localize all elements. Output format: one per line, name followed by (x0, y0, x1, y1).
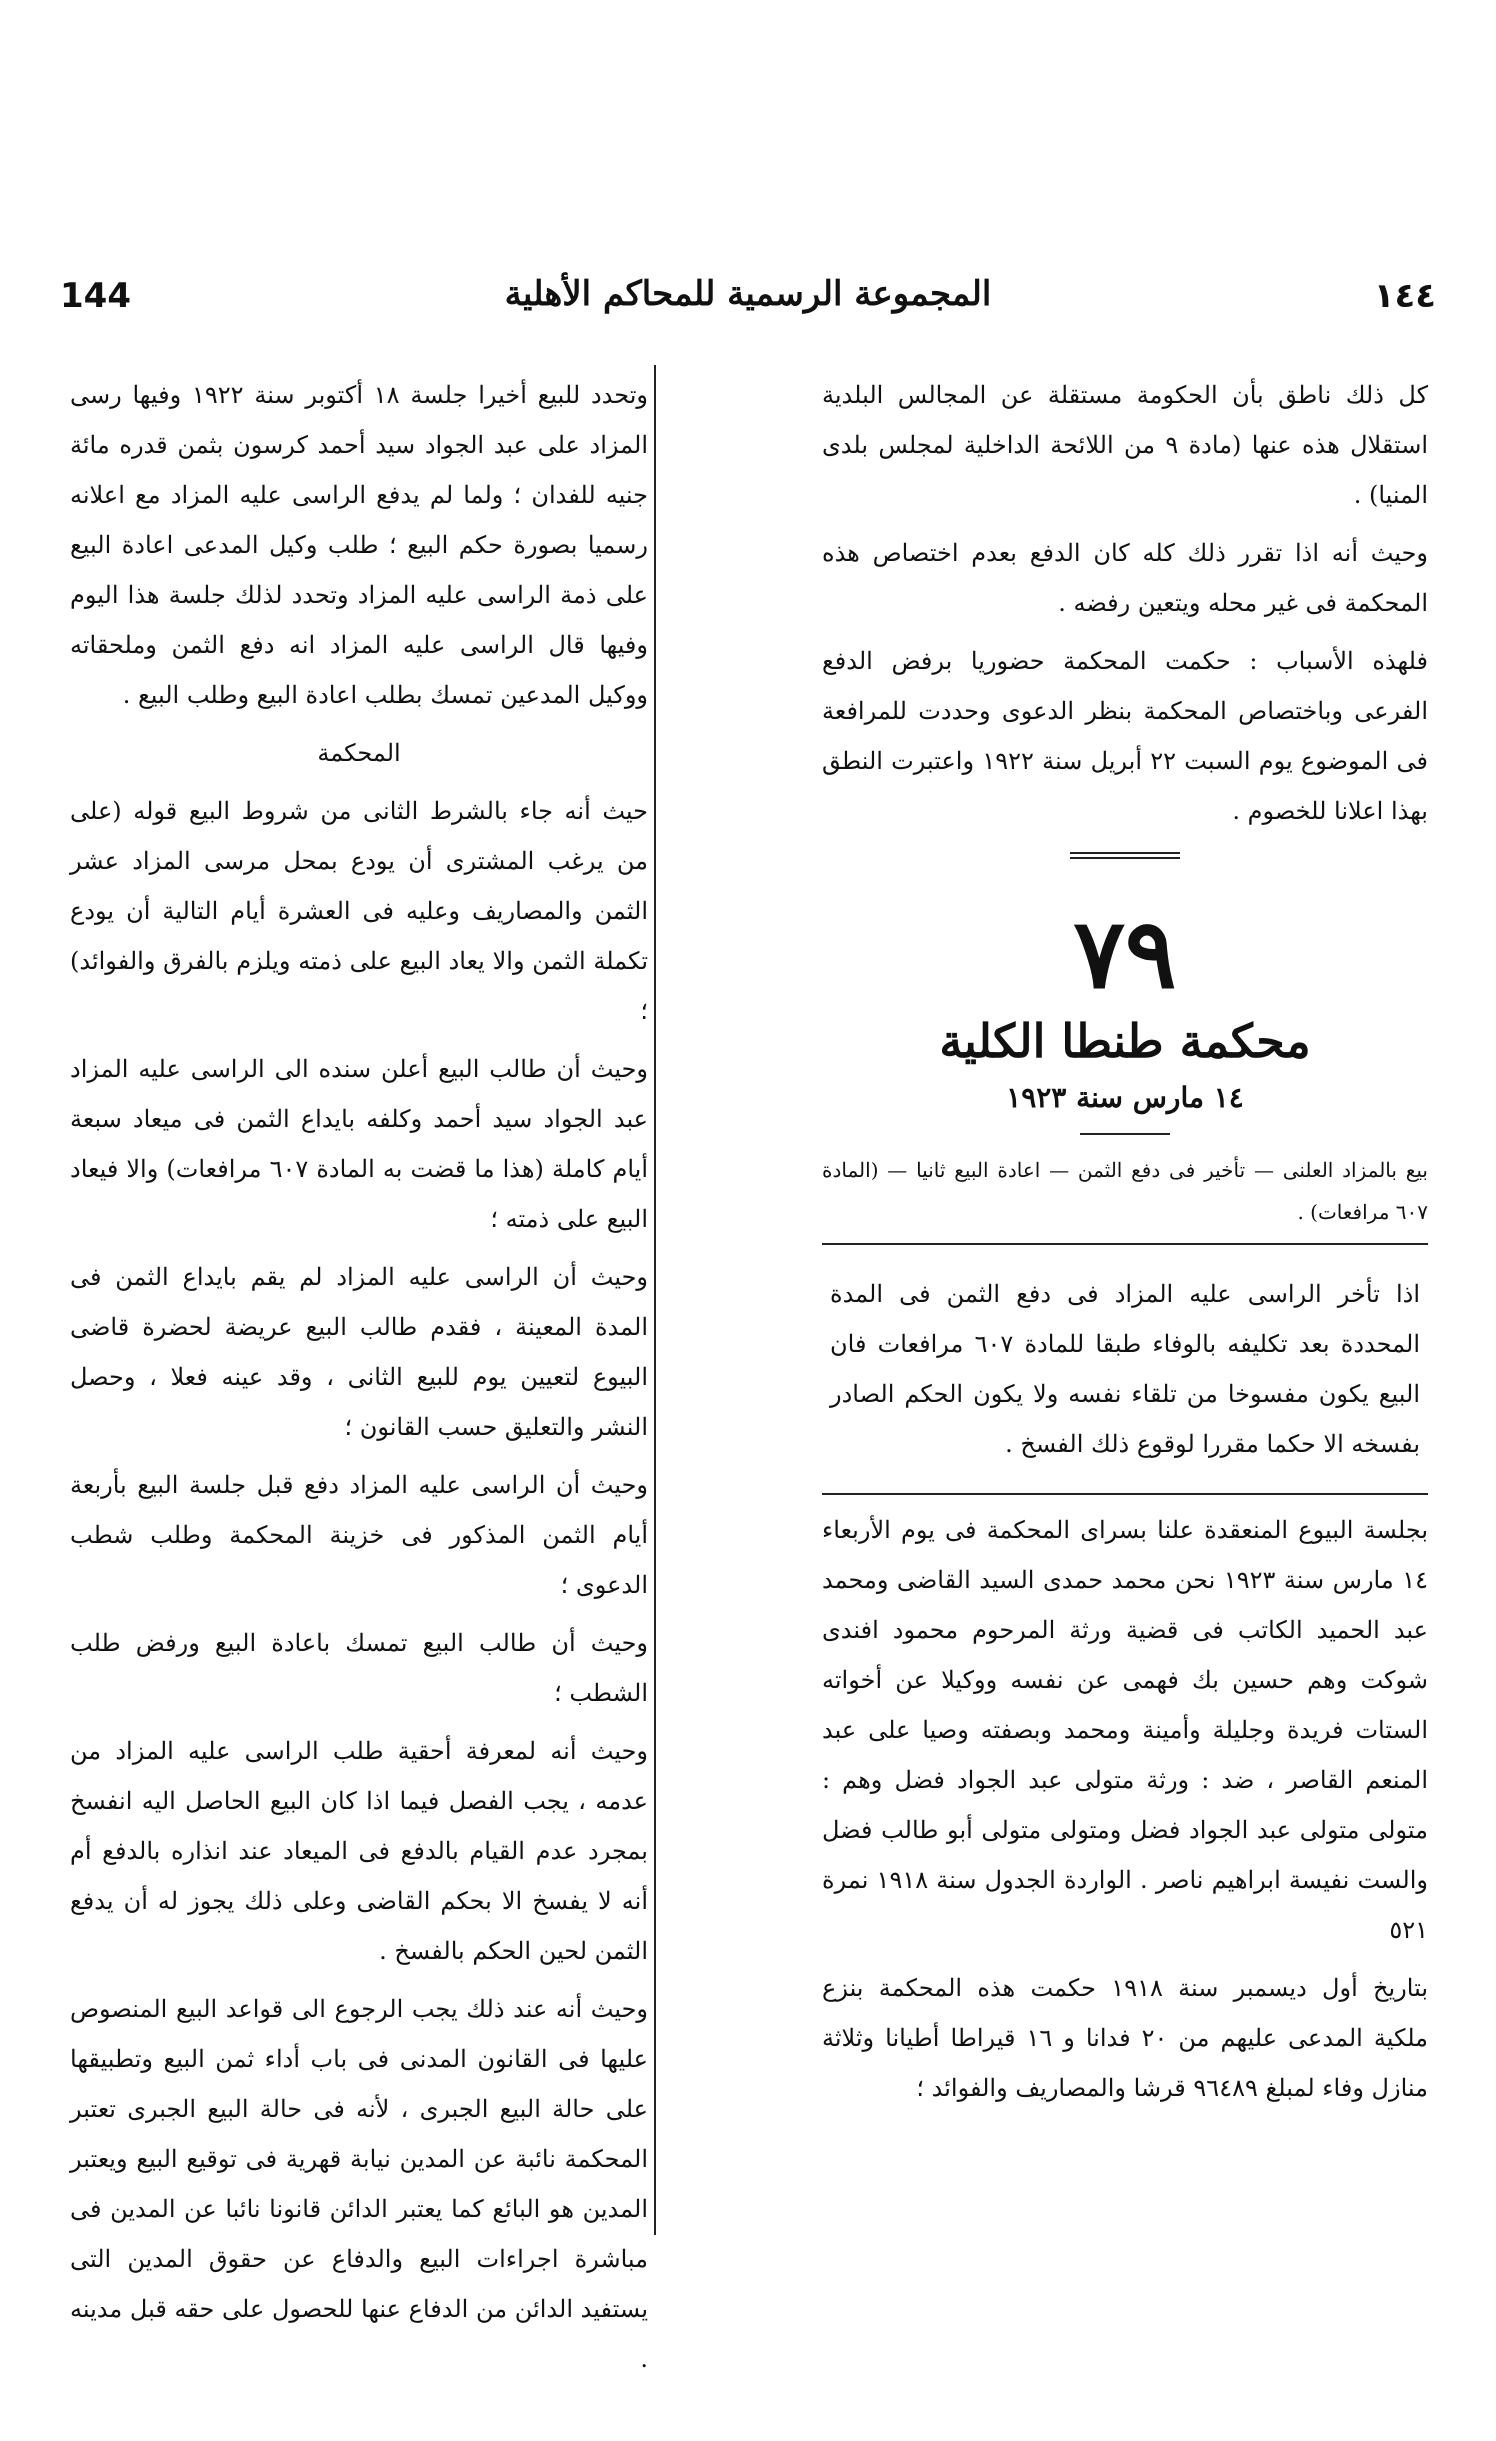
date-underline (1080, 1133, 1170, 1135)
case-holding: اذا تأخر الراسى عليه المزاد فى دفع الثمن فى المدة المحددة بعد تكليفه بالوفاء طبقا للمادة ٦٠٧ مرافعات فان البيع يكون مفسوخا من تلقاء نفسه ولا يكون الحكم الصادر بفسخه الا حكما مقررا لوقوع ذلك الفسخ . (830, 1280, 1420, 1458)
holding-rule-bottom (822, 1493, 1428, 1495)
running-header (60, 270, 1436, 330)
paragraph: وحيث أن الراسى عليه المزاد لم يقم بايداع الثمن فى المدة المعينة ، فقدم طالب البيع عريضة لحضرة قاضى البيوع لتعيين يوم للبيع الثانى ، وقد عينه فعلا ، وحصل النشر والتعليق حسب القانون ؛ (70, 1263, 649, 1441)
right-column (822, 370, 1428, 2121)
paragraph: وحيث أنه عند ذلك يجب الرجوع الى قواعد البيع المنصوص عليها فى القانون المدنى فى باب أداء ثمن البيع وتطبيقها على حالة البيع الجبرى ، لأنه فى حالة البيع الجبرى تعتبر المحكمة نائبة عن المدين نيابة قهرية فى توقيع البيع ويعتبر المدين هو البائع كما يعتبر الدائن قانونا نائبا عن المدين فى مباشرة اجراءات البيع والدفاع عن حقوق المدين التى يستفيد الدائن من الدفاع عنها للحصول على حقه قبل مدينه . (70, 1995, 648, 2373)
paragraph: وحيث أن طالب البيع أعلن سنده الى الراسى عليه المزاد عبد الجواد سيد أحمد وكلفه بايداع الثمن فى ميعاد سبعة أيام كاملة (هذا ما قضت به المادة ٦٠٧ مرافعات) والا فيعاد البيع على ذمته ؛ (70, 1055, 648, 1233)
court-name: محكمة طنطا الكلية (939, 1014, 1311, 1068)
paragraph: وحيث أنه لمعرفة أحقية طلب الراسى عليه المزاد من عدمه ، يجب الفصل فيما اذا كان البيع الحاصل اليه انفسخ بمجرد عدم القيام بالدفع فى الميعاد عند انذاره بالدفع أم أنه لا يفسخ الا بحكم القاضى وعلى ذلك يجوز له أن يدفع الثمن لحين الحكم بالفسخ . (70, 1737, 648, 1965)
left-column (70, 370, 648, 2392)
paragraph: كل ذلك ناطق بأن الحكومة مستقلة عن المجالس البلدية استقلال هذه عنها (مادة ٩ من اللائحة الداخلية لمجلس بلدى المنيا) . (822, 381, 1428, 509)
paragraph: بتاريخ أول ديسمبر سنة ١٩١٨ حكمت هذه المحكمة بنزع ملكية المدعى عليهم من ٢٠ فدانا و ١٦ قيراطا أطيانا وثلاثة منازل وفاء لمبلغ ٩٦٤٨٩ قرشا والمصاريف والفوائد ؛ (822, 1974, 1429, 2102)
paragraph: وحيث أنه اذا تقرر ذلك كله كان الدفع بعدم اختصاص هذه المحكمة فى غير محله ويتعين رفضه . (822, 539, 1428, 617)
paragraph: فلهذه الأسباب : حكمت المحكمة حضوريا برفض الدفع الفرعى وباختصاص المحكمة بنظر الدعوى وحددت للمرافعة فى الموضوع يوم السبت ٢٢ أبريل سنة ١٩٢٢ واعتبرت النطق بهذا اعلانا للخصوم . (822, 647, 1428, 825)
case-date: ١٤ مارس سنة ١٩٢٣ (1006, 1081, 1244, 1114)
paragraph: حيث أنه جاء بالشرط الثانى من شروط البيع قوله (على من يرغب المشترى أن يودع بمحل مرسى المزاد عشر الثمن والمصاريف وعليه فى العشرة أيام التالية أن يودع تكملة الثمن والا يعاد البيع على ذمته ويلزم بالفرق والفوائد) ؛ (70, 797, 648, 1025)
paragraph: بجلسة البيوع المنعقدة علنا بسراى المحكمة فى يوم الأربعاء ١٤ مارس سنة ١٩٢٣ نحن محمد حمدى السيد القاضى ومحمد عبد الحميد الكاتب فى قضية ورثة المرحوم محمود افندى شوكت وهم حسين بك فهمى عن نفسه ووكيلا عن أخواته الستات فريدة وجليلة وأمينة ومحمد وبصفته وصيا على عبد المنعم القاصر ، ضد : ورثة متولى عبد الجواد فضل وهم : متولى متولى عبد الجواد فضل ومتولى متولى أبو طالب فضل والست نفيسة ابراهيم ناصر . الواردة الجدول سنة ١٩١٨ نمرة ٥٢١ (822, 1516, 1428, 1944)
case-number: ٧٩ (1073, 897, 1177, 1010)
journal-title: المجموعة الرسمية للمحاكم الأهلية (504, 274, 992, 314)
case-keywords: بيع بالمزاد العلنى — تأخير فى دفع الثمن — اعادة البيع ثانيا — (المادة ٦٠٧ مرافعات) . (822, 1158, 1428, 1224)
page-number-left: 144 (60, 276, 131, 316)
page-number-right: ١٤٤ (1373, 276, 1436, 316)
paragraph: وحيث أن طالب البيع تمسك باعادة البيع ورفض طلب الشطب ؛ (70, 1629, 648, 1707)
paragraph: وحيث أن الراسى عليه المزاد دفع قبل جلسة البيع بأربعة أيام الثمن المذكور فى خزينة المحكمة وطلب شطب الدعوى ؛ (70, 1471, 648, 1599)
holding-rule-top (822, 1243, 1428, 1245)
paragraph: وتحدد للبيع أخيرا جلسة ١٨ أكتوبر سنة ١٩٢٢ وفيها رسى المزاد على عبد الجواد سيد أحمد كرسون بثمن قدره مائة جنيه للفدان ؛ ولما لم يدفع الراسى عليه المزاد مع اعلانه رسميا بصورة حكم البيع ؛ طلب وكيل المدعى اعادة البيع على ذمة الراسى عليه المزاد وتحدد لذلك جلسة هذا اليوم وفيها قال الراسى عليه المزاد انه دفع الثمن وملحقاته ووكيل المدعين تمسك بطلب اعادة البيع وطلب البيع . (70, 381, 649, 709)
section-separator (1070, 852, 1180, 859)
section-heading: المحكمة (317, 739, 401, 767)
column-divider (654, 365, 656, 2235)
